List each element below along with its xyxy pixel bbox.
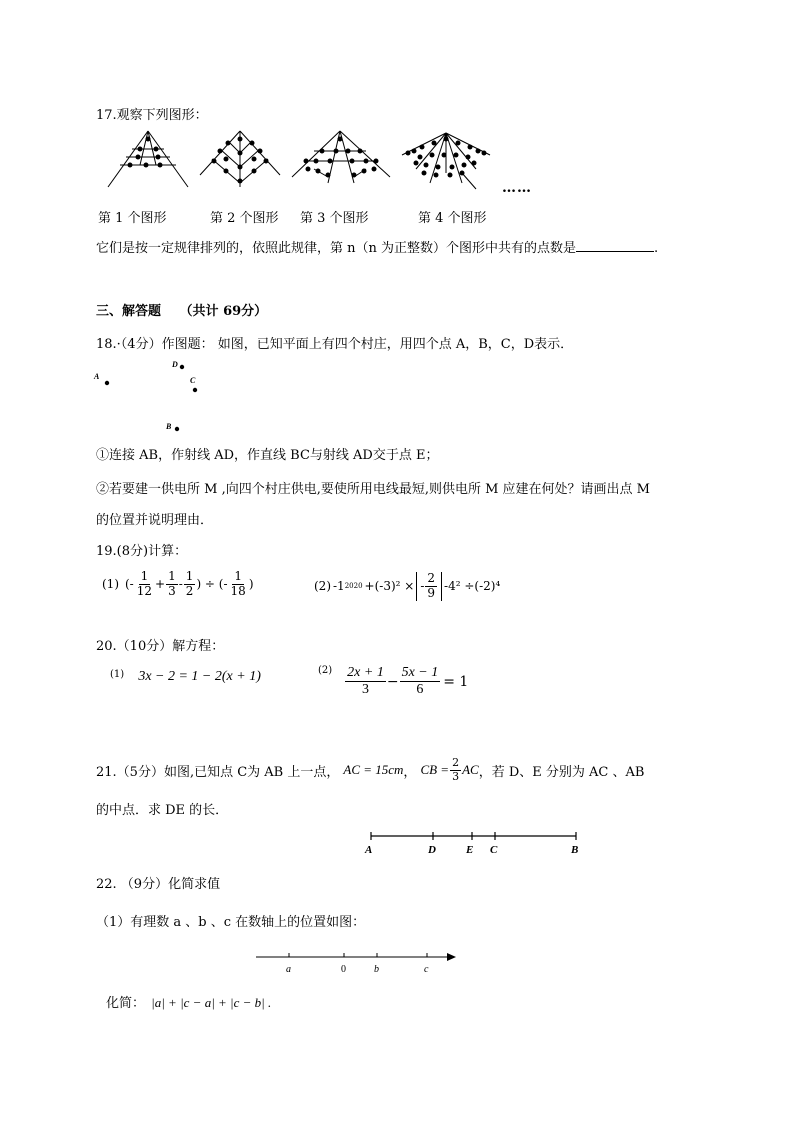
seg-label-b: B	[571, 844, 579, 856]
fraction-5x-minus-1-over-6: $\frac{5x - 1}{6}$	[401, 665, 439, 698]
point-b	[175, 427, 179, 431]
seg-label-d: D	[428, 844, 436, 856]
section3-heading	[96, 300, 267, 319]
close-paren: )	[248, 577, 254, 592]
q18-item2-cont: 的位置并说明理由．	[96, 513, 214, 528]
q22-simplify-label: 化简：	[106, 996, 146, 1011]
q21-text-b: ，若 D、E 分别为 AC 、AB	[478, 764, 645, 780]
q19-abs-value	[416, 572, 442, 601]
q21-ac-value: AC = 15cm	[343, 762, 404, 778]
fraction-1-12: $\frac{1}{12}$	[136, 569, 153, 598]
q18-title: 18.·（4分）作图题： 如图，已知平面上有四个村庄，用四个点 A，B，C，D表示．	[96, 337, 574, 352]
q22-sub1: （1）有理数 a 、b 、c 在数轴上的位置如图：	[96, 915, 366, 930]
plus-sign: +	[155, 577, 166, 592]
q19-title: 19.(8分)计算：	[96, 544, 188, 559]
q21-line1	[96, 757, 644, 783]
seg-label-e: E	[466, 844, 474, 856]
q17-fig-label-4: 第 4 个图形	[418, 211, 487, 226]
q21-sep: ，	[403, 764, 417, 780]
q17-title: 17.观察下列图形：	[96, 108, 208, 123]
q20-p2-label: (2)	[318, 665, 333, 676]
q17-answer-blank[interactable]	[576, 239, 654, 252]
q19-p2-label: (2)	[314, 579, 331, 594]
axis-label-a: a	[286, 964, 291, 975]
q19-p2-c: -4² ÷(-2)⁴	[444, 579, 501, 594]
point-label-c: C	[190, 376, 196, 385]
q19-part1	[102, 570, 254, 599]
q19-p1-label: (1)	[102, 577, 119, 592]
q17-fig-label-1: 第 1 个图形	[98, 211, 167, 226]
axis-label-zero: 0	[341, 964, 346, 975]
axis-label-b: b	[374, 964, 379, 975]
q21-segment-figure	[362, 828, 584, 858]
q19-p2-exp: 2020	[344, 582, 363, 591]
fraction-2-3: $\frac{2}{3}$	[452, 756, 460, 783]
q17-fig-label-3: 第 3 个图形	[300, 211, 369, 226]
seg-label-c: C	[490, 844, 498, 856]
q18-item2: ②若要建一供电所 M ,向四个村庄供电,要使所用电线最短,则供电所 M 应建在何处？请画出点 M	[96, 482, 650, 497]
q20-rhs: = 1	[443, 673, 469, 690]
q17-ellipsis: ……	[502, 180, 532, 196]
point-label-a: A	[94, 372, 100, 381]
q22-number-line	[250, 948, 460, 976]
q19-p2-a: -1	[333, 579, 345, 594]
number-line-arrow	[447, 953, 456, 961]
q20-p1-equation: 3x − 2 = 1 − 2(x + 1)	[138, 669, 261, 684]
fraction-1-2: $\frac{1}{2}$	[185, 569, 194, 598]
q22-simplify-expr: |a| + |c − a| + |c − b| .	[151, 995, 272, 1010]
fraction-1-18: $\frac{1}{18}$	[230, 569, 246, 598]
q18-village-points	[92, 355, 212, 435]
point-d	[180, 365, 184, 369]
fraction-2x-plus-1-over-3: $\frac{2x + 1}{3}$	[347, 665, 384, 698]
q20-p1-label: (1)	[110, 669, 125, 680]
fraction-1-3: $\frac{1}{3}$	[168, 569, 176, 598]
fraction-2-9: $\frac{2}{9}$	[427, 571, 436, 600]
section3-points: （共计 69分）	[179, 304, 268, 319]
q21-text-a: 21.（5分）如图,已知点 C为 AB 上一点，	[96, 764, 340, 780]
q22-simplify	[106, 992, 271, 1011]
q20-part2	[318, 665, 468, 698]
q20-part1	[110, 669, 261, 685]
q19-p1-open: (-	[125, 577, 134, 592]
q17-text-before: 它们是按一定规律排列的，依照此规律，第 n（n 为正整数）个图形中共有的点数是	[96, 241, 577, 256]
q20-title: 20.（10分）解方程：	[96, 639, 225, 654]
divide-sign: ) ÷ (-	[196, 577, 228, 592]
section3-title: 三、解答题	[96, 304, 162, 319]
q17-question	[96, 237, 658, 256]
q21-line2: 的中点．求 DE 的长．	[96, 803, 229, 818]
q21-cb-pre: CB =	[420, 762, 450, 778]
point-label-d: D	[172, 360, 178, 369]
abs-minus: -	[420, 579, 425, 594]
q19-p2-b: +(-3)² ×	[364, 579, 415, 594]
q17-text-after: .	[654, 241, 659, 256]
point-c	[193, 388, 197, 392]
q20-minus: −	[386, 673, 399, 690]
q17-figures	[100, 125, 560, 200]
axis-label-c: c	[424, 964, 429, 975]
q21-cb-post: AC	[462, 762, 479, 778]
seg-label-a: A	[365, 844, 373, 856]
q19-part2	[314, 572, 500, 601]
point-label-b: B	[166, 422, 172, 431]
minus-sign: -	[178, 577, 183, 592]
point-a	[105, 381, 109, 385]
q22-title: 22. （9分）化简求值	[96, 877, 221, 892]
q18-item1: ①连接 AB，作射线 AD，作直线 BC与射线 AD交于点 E；	[96, 448, 439, 463]
q17-fig-label-2: 第 2 个图形	[210, 211, 279, 226]
